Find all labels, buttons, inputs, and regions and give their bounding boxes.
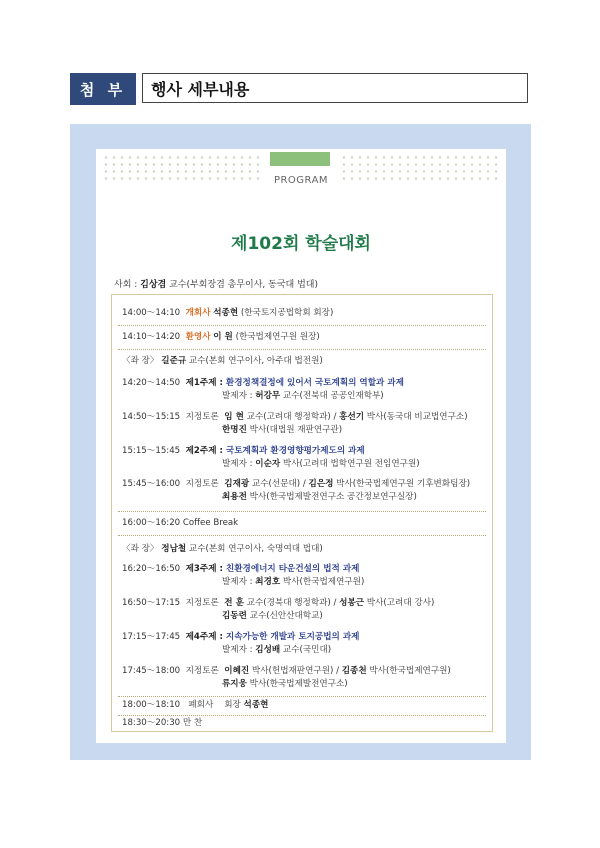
program-card: [96, 149, 506, 743]
program-label: PROGRAM: [273, 175, 329, 186]
chair-row-1: 〈좌 장〉 길준규 교수(본회 연구이사, 아주대 법전원): [122, 356, 323, 366]
topic-3-presenter: 발제자 : 최경호 박사(한국법제연구원): [222, 577, 365, 587]
discussion-3-row-2: 김동련 교수(신안산대학교): [222, 611, 323, 621]
divider: [118, 325, 486, 326]
welcome-row: 14:10～14:20 환영사 이 원 (한국법제연구원 원장): [122, 332, 320, 342]
host-line: 사회 : 김상겸 교수(부회장겸 총무이사, 동국대 법대): [114, 280, 318, 290]
attachment-tag: 첨 부: [70, 73, 136, 105]
attachment-header: [70, 73, 530, 105]
green-accent-bar: [270, 152, 330, 166]
schedule-box: [111, 294, 493, 732]
topic-1-presenter: 발제자 : 허강무 교수(전북대 공공인재학부): [222, 391, 384, 401]
chair-row-2: 〈좌 장〉 정남철 교수(본회 연구이사, 숙명여대 법대): [122, 544, 323, 554]
discussion-2-row: 15:45～16:00 지정토론 김재광 교수(선문대) / 김은정 박사(한국법제연구원 기후변화팀장): [122, 479, 471, 489]
topic-4-presenter: 발제자 : 김성배 교수(국민대): [222, 645, 332, 655]
topic-2-row: 15:15～15:45 제2주제 : 국토계획과 환경영향평가제도의 과제: [122, 446, 365, 456]
coffee-break-row: 16:00～16:20 Coffee Break: [122, 518, 239, 528]
discussion-3-row: 16:50～17:15 지정토론 전 훈 교수(경북대 행정학과) / 성봉근 박사(고려대 강사): [122, 598, 435, 608]
divider: [118, 535, 486, 536]
discussion-4-row: 17:45～18:00 지정토론 이혜진 박사(헌법재판연구원) / 김종천 박사(한국법제연구원): [122, 666, 451, 676]
divider: [118, 511, 486, 512]
dinner-row: 18:30～20:30 만 찬: [122, 718, 203, 728]
attachment-title: 행사 세부내용: [142, 73, 528, 103]
discussion-2-row-2: 최용전 박사(한국법제발전연구소 공간정보연구실장): [222, 492, 417, 502]
divider: [118, 696, 486, 697]
opening-row: 14:00～14:10 개회사 석종현 (한국토지공법학회 회장): [122, 308, 334, 318]
topic-1-row: 14:20～14:50 제1주제 : 환경정책결정에 있어서 국토계획의 역할과 과제: [122, 378, 404, 388]
divider: [118, 349, 486, 350]
topic-4-row: 17:15～17:45 제4주제 : 지속가능한 개발과 토지공법의 과제: [122, 632, 360, 642]
discussion-4-row-2: 류지웅 박사(한국법제발전연구소): [222, 679, 348, 689]
divider: [118, 715, 486, 716]
conference-title: 제102회 학술대회: [231, 234, 371, 254]
topic-2-presenter: 발제자 : 이순자 박사(고려대 법학연구원 전임연구원): [222, 459, 420, 469]
topic-3-row: 16:20～16:50 제3주제 : 친환경에너지 타운건설의 법적 과제: [122, 564, 360, 574]
closing-row: 18:00～18:10 폐회사 회장 석종현: [122, 700, 269, 710]
discussion-1-row-2: 한명진 박사(대법원 재판연구관): [222, 425, 343, 435]
discussion-1-row: 14:50～15:15 지정토론 임 현 교수(고려대 행정학과) / 홍선기 박사(동국대 비교법연구소): [122, 412, 468, 422]
